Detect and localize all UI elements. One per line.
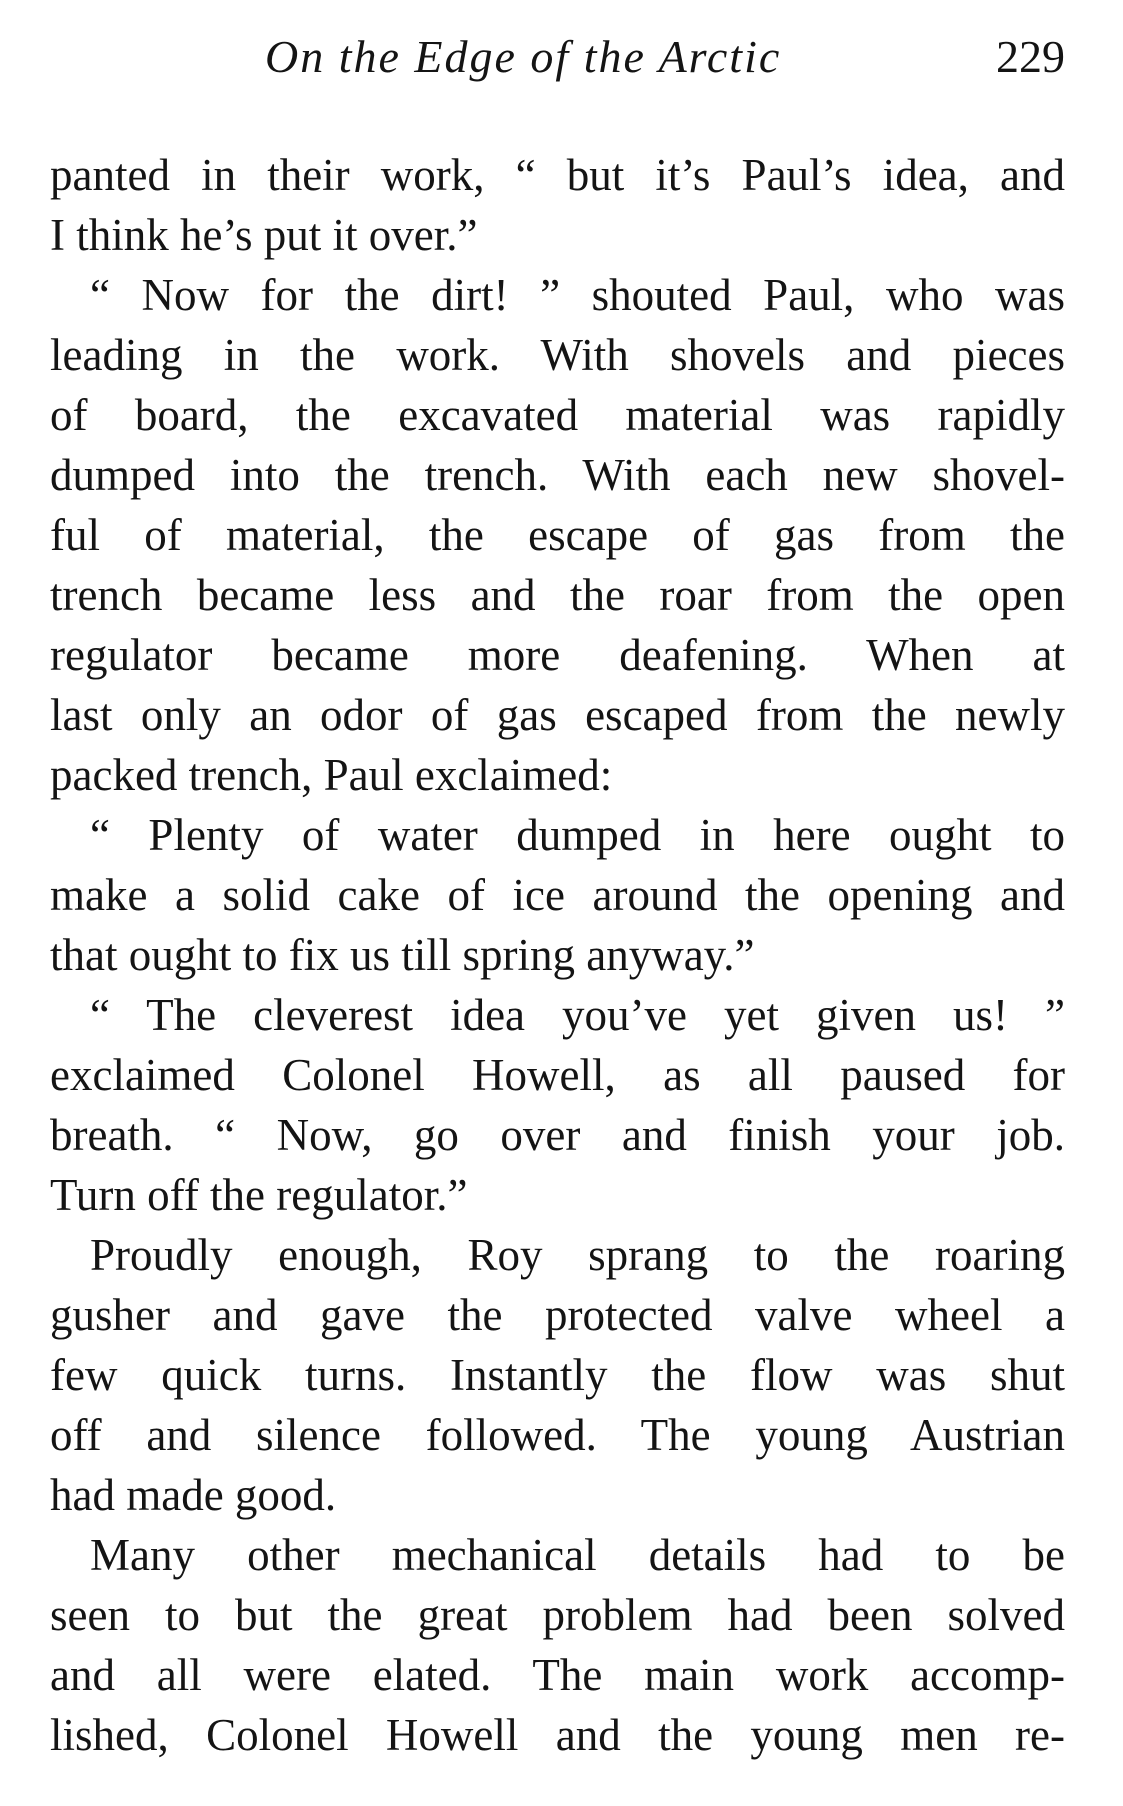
text-line: Many other mechanical details had to be [90,1530,1065,1580]
text-line: breath. “ Now, go over and finish your job. [50,1110,1065,1160]
text-line: seen to but the great problem had been solved [50,1590,1065,1640]
text-line: make a solid cake of ice around the opening and [50,870,1065,920]
text-line: few quick turns. Instantly the flow was shut [50,1350,1065,1400]
text-line: lished, Colonel Howell and the young men re- [50,1710,1065,1760]
text-line: Proudly enough, Roy sprang to the roaring [90,1230,1065,1280]
text-line: gusher and gave the protected valve wheel a [50,1290,1065,1340]
text-line: Turn off the regulator.” [50,1170,468,1220]
text-line: last only an odor of gas escaped from the newly [50,690,1065,740]
text-line: packed trench, Paul exclaimed: [50,750,613,800]
text-line: panted in their work, “ but it’s Paul’s idea, and [50,150,1065,200]
text-line: of board, the excavated material was rapidly [50,390,1065,440]
body-text [50,145,1065,1765]
text-line: “ Plenty of water dumped in here ought to [90,810,1065,860]
page-number: 229 [996,31,1065,82]
text-line: regulator became more deafening. When at [50,630,1065,680]
text-line: “ Now for the dirt! ” shouted Paul, who was [90,270,1065,320]
text-line: trench became less and the roar from the open [50,570,1065,620]
text-line: I think he’s put it over.” [50,210,478,260]
running-title: On the Edge of the Arctic [265,31,782,82]
text-line: ful of material, the escape of gas from the [50,510,1065,560]
text-line: exclaimed Colonel Howell, as all paused for [50,1050,1065,1100]
running-header [50,22,1065,92]
text-line: dumped into the trench. With each new shovel- [50,450,1065,500]
text-line: had made good. [50,1470,337,1520]
text-line: off and silence followed. The young Austrian [50,1410,1065,1460]
text-line: leading in the work. With shovels and pieces [50,330,1065,380]
text-line: “ The cleverest idea you’ve yet given us! ” [90,990,1065,1040]
text-line: that ought to fix us till spring anyway.” [50,930,755,980]
text-line: and all were elated. The main work accomp- [50,1650,1065,1700]
